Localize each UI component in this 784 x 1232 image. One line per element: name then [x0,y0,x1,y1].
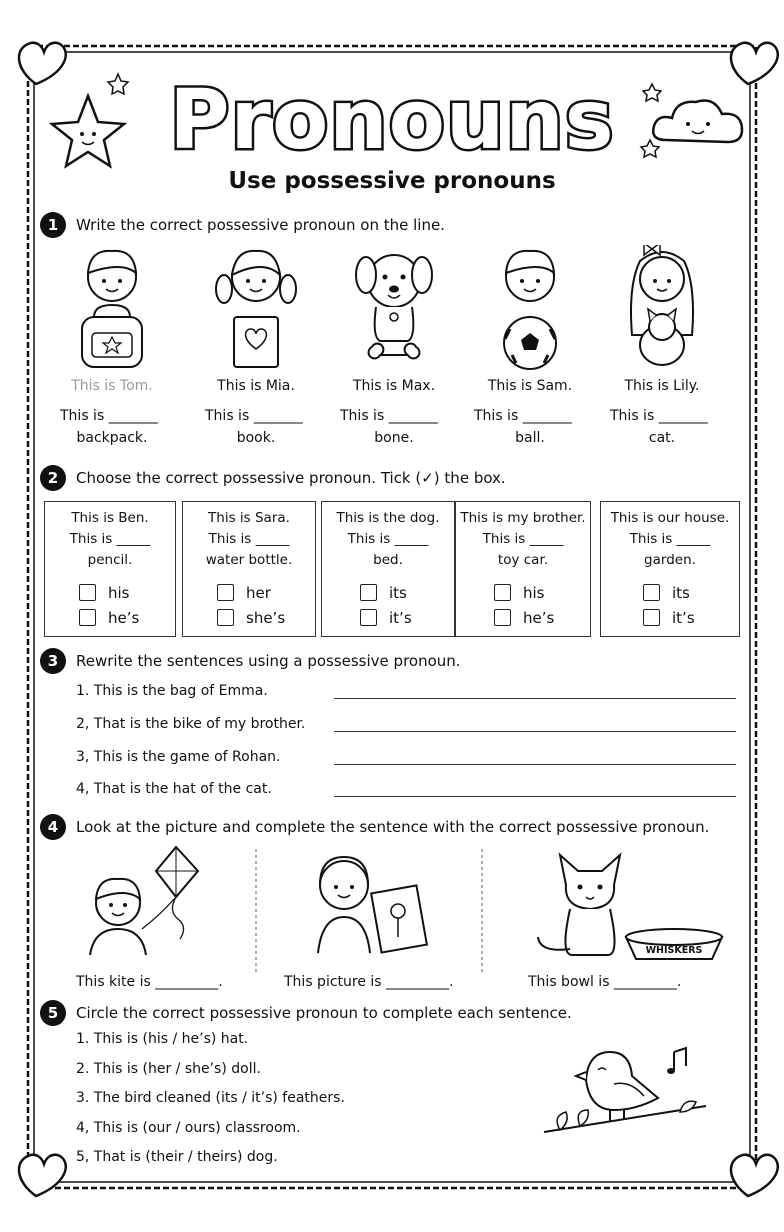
option-label: he’s [523,609,555,627]
write-line[interactable] [334,796,736,797]
caption: This is Lily. [624,378,700,394]
checkbox[interactable] [79,609,96,626]
option-row[interactable] [360,584,407,602]
choice-box [600,501,740,637]
bowl-label: WHISKERS [645,945,703,956]
bird-on-branch-icon [540,1040,710,1150]
box-line: This is _____ [482,531,564,547]
caption: This is Mia. [217,378,295,394]
box-line: This is our house. [610,510,730,526]
box-line: water bottle. [205,552,293,568]
page-subtitle: Use possessive pronouns [228,168,556,194]
section-instruction: Rewrite the sentences using a possessive pronoun. [76,652,461,670]
option-row[interactable] [217,609,285,627]
answer-blank[interactable]: This is _______ [610,408,708,424]
option-label: he’s [108,609,140,627]
sentence[interactable]: 2. This is (her / she’s) doll. [76,1061,261,1077]
write-line[interactable] [334,698,736,699]
sentence[interactable]: 5, That is (their / theirs) dog. [76,1149,278,1165]
sentence[interactable]: This picture is _________. [284,974,454,990]
option-label: his [523,584,545,602]
section-instruction: Choose the correct possessive pronoun. Tick (✓) the box. [76,469,506,487]
object-label: ball. [515,430,545,446]
choice-box [182,501,316,637]
box-line: This is Ben. [71,510,149,526]
object-label: backpack. [76,430,148,446]
answer-blank[interactable]: This is _______ [474,408,572,424]
section-instruction: Look at the picture and complete the sentence with the correct possessive pronoun. [76,818,710,836]
section-instruction: Circle the correct possessive pronoun to complete each sentence. [76,1004,572,1022]
caption: This is Sam. [487,378,573,394]
sentence[interactable]: 3. The bird cleaned (its / it’s) feathers. [76,1090,345,1106]
answer-blank[interactable]: This is _______ [60,408,158,424]
boy-with-backpack-icon [82,251,142,367]
option-label: its [389,584,407,602]
heart-icon [731,1155,778,1196]
option-row[interactable] [494,584,545,602]
section4-illustrations [60,845,750,975]
option-label: his [108,584,130,602]
box-line: This is _____ [208,531,290,547]
dog-with-bone-icon [356,255,432,358]
small-star-icon [643,84,661,101]
cat-with-bowl-icon [538,855,722,959]
small-star-icon [108,74,128,94]
caption: This is Tom. [71,378,153,394]
girl-with-picture-icon [318,857,427,953]
section-number: 2 [40,465,66,491]
checkbox[interactable] [217,584,234,601]
heart-icon [19,1155,66,1196]
choice-box [44,501,176,637]
sentence[interactable]: 4, This is (our / ours) classroom. [76,1120,301,1136]
sentence[interactable]: This bowl is _________. [528,974,682,990]
section-number: 4 [40,814,66,840]
section-number: 5 [40,1000,66,1026]
option-row[interactable] [217,584,271,602]
answer-blank[interactable]: This is _______ [205,408,303,424]
box-line: bed. [373,552,403,568]
section-number: 1 [40,212,66,238]
section1-illustrations [60,245,740,375]
option-label: it’s [672,609,695,627]
write-line[interactable] [334,731,736,732]
option-row[interactable] [79,584,130,602]
option-label: she’s [246,609,286,627]
sentence: 2, That is the bike of my brother. [76,716,306,732]
sentence: 1. This is the bag of Emma. [76,683,268,699]
box-line: This is the dog. [336,510,440,526]
sentence: 4, That is the hat of the cat. [76,781,272,797]
box-line: garden. [644,552,696,568]
option-row[interactable] [79,609,139,627]
option-label: its [672,584,690,602]
checkbox[interactable] [360,609,377,626]
girl-with-cat-icon [631,245,693,365]
option-row[interactable] [643,609,695,627]
choice-box [321,501,455,637]
checkbox[interactable] [494,609,511,626]
sentence[interactable]: 1. This is (his / he’s) hat. [76,1031,249,1047]
girl-with-book-icon [216,251,296,367]
svg-text:Pronouns: Pronouns [169,73,615,168]
page-title [0,56,784,176]
answer-blank[interactable]: This is _______ [340,408,438,424]
option-row[interactable] [494,609,554,627]
sentence[interactable]: This kite is _________. [76,974,223,990]
caption: This is Max. [352,378,436,394]
option-label: her [246,584,271,602]
object-label: book. [236,430,276,446]
box-line: This is Sara. [208,510,290,526]
box-line: This is _____ [629,531,711,547]
box-line: pencil. [87,552,133,568]
section-instruction: Write the correct possessive pronoun on the line. [76,216,445,234]
object-label: bone. [374,430,414,446]
boy-with-ball-icon [504,251,556,369]
option-label: it’s [389,609,412,627]
checkbox[interactable] [494,584,511,601]
checkbox[interactable] [79,584,96,601]
box-line: This is my brother. [460,510,586,526]
option-row[interactable] [360,609,412,627]
cloud-face-icon [653,101,742,143]
choice-box [455,501,591,637]
option-row[interactable] [643,584,690,602]
object-label: cat. [648,430,676,446]
music-note-icon [674,1048,686,1070]
boy-with-kite-icon [90,847,198,955]
box-line: This is _____ [347,531,429,547]
write-line[interactable] [334,764,736,765]
small-star-icon [641,140,659,157]
checkbox[interactable] [217,609,234,626]
checkbox[interactable] [643,584,660,601]
checkbox[interactable] [360,584,377,601]
box-line: This is _____ [69,531,151,547]
box-line: toy car. [497,552,549,568]
sentence: 3, This is the game of Rohan. [76,749,281,765]
checkbox[interactable] [643,609,660,626]
star-face-icon [52,96,124,166]
section-number: 3 [40,648,66,674]
